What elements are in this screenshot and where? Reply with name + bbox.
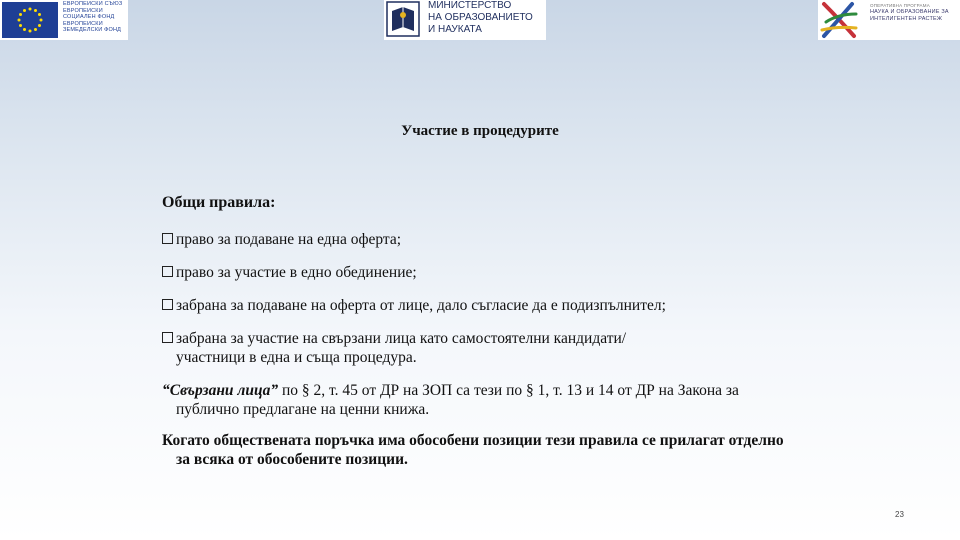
slide-title: Участие в процедурите [401, 123, 559, 139]
bullet-text: забрана за подаване на оферта от лице, дало съгласие да е подизпълнител; [176, 297, 666, 314]
eu-flag-icon [2, 2, 58, 38]
eu-logo-line: СОЦИАЛЕН ФОНД [63, 14, 115, 20]
program-logo-line: ИНТЕЛИГЕНТЕН РАСТЕЖ [870, 16, 943, 22]
eu-logo-line: ЕВРОПЕЙСКИ [63, 7, 103, 14]
slide-content [162, 193, 822, 469]
bullet-item [162, 296, 822, 315]
checkbox-bullet-icon [162, 299, 173, 310]
ministry-logo-line: МИНИСТЕРСТВО [428, 0, 512, 11]
note-paragraph: Когато обществената поръчка има обособени позиции тези правила се прилагат отделно за всяка от обособените позиции. [162, 432, 784, 468]
definition-paragraph [162, 381, 796, 419]
bullet-item [162, 329, 666, 367]
section-title: Общи правила: [162, 194, 276, 211]
program-logo-line: НАУКА И ОБРАЗОВАНИЕ ЗА [870, 9, 949, 15]
checkbox-bullet-icon [162, 233, 173, 244]
bullet-item [162, 230, 822, 249]
definition-term: “Свързани лица” [162, 382, 279, 399]
bullet-text: забрана за участие на свързани лица като самостоятелни кандидати/участници в една и съща процедура. [176, 330, 627, 366]
eu-logo-line: ЕВРОПЕЙСКИ СЪЮЗ [63, 1, 123, 7]
ministry-logo [384, 0, 546, 40]
checkbox-bullet-icon [162, 266, 173, 277]
bullet-item [162, 263, 822, 282]
bullet-text: право за участие в едно обединение; [176, 264, 417, 281]
program-logo [818, 0, 960, 40]
page-number: 23 [895, 510, 904, 519]
eu-logo [0, 0, 128, 40]
definition-text: по § 2, т. 45 от ДР на ЗОП са тези по § 1, т. 13 и 14 от ДР на Закона за публично предлагане на ценни книжа. [176, 382, 739, 418]
ministry-logo-line: И НАУКАТА [428, 24, 482, 35]
checkbox-bullet-icon [162, 332, 173, 343]
eu-logo-line: ЗЕМЕДЕЛСКИ ФОНД [63, 27, 122, 33]
ministry-emblem-icon [386, 1, 420, 37]
eu-logo-line: ЕВРОПЕЙСКИ [63, 20, 103, 27]
eu-logo-text [63, 1, 127, 34]
ministry-logo-text [428, 0, 533, 36]
ministry-logo-line: НА ОБРАЗОВАНИЕТО [428, 12, 533, 23]
program-logo-line: ОПЕРАТИВНА ПРОГРАМА [870, 3, 930, 8]
program-mark-icon [818, 0, 860, 40]
bullet-text: право за подаване на една оферта; [176, 231, 402, 248]
program-logo-text [870, 2, 960, 23]
